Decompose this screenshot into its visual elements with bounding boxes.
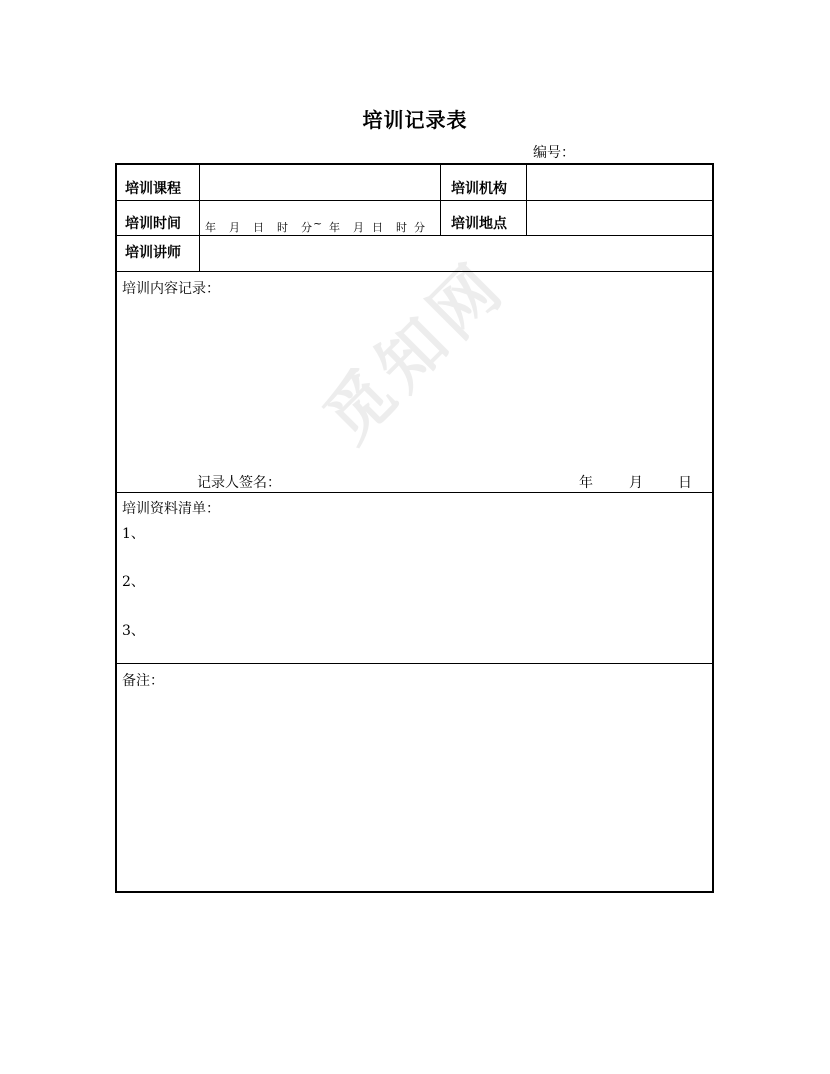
date-month-label: 月 [629,475,643,491]
row-divider [117,235,712,236]
end-minute-unit: 分 [414,221,425,234]
materials-item-2: 2、 [122,574,145,590]
column-divider [440,165,441,235]
end-year-unit: 年 [329,221,340,234]
row-divider [117,663,712,664]
start-month-unit: 月 [229,221,240,234]
content-record-area[interactable] [122,300,707,460]
time-range-field[interactable] [205,217,425,235]
time-label: 培训时间 [125,216,181,232]
row-divider [117,492,712,493]
location-field[interactable] [531,203,711,233]
lecturer-label: 培训讲师 [125,245,181,261]
row-divider [117,200,712,201]
recorder-signature-label: 记录人签名： [197,475,281,491]
range-separator: ~ [313,217,323,230]
materials-list-label: 培训资料清单： [122,501,220,517]
column-divider [199,165,200,271]
remarks-area[interactable] [122,693,707,883]
course-label: 培训课程 [125,181,181,197]
column-divider [526,165,527,235]
content-record-label: 培训内容记录： [122,281,220,297]
start-day-unit: 日 [253,221,264,234]
start-year-unit: 年 [205,221,216,234]
institution-field[interactable] [531,168,711,198]
materials-item-1: 1、 [122,526,145,542]
date-day-label: 日 [678,475,692,491]
start-hour-unit: 时 [277,221,288,234]
page-title: 培训记录表 [362,108,468,132]
date-year-label: 年 [579,475,593,491]
institution-label: 培训机构 [451,181,507,197]
lecturer-field[interactable] [205,238,705,268]
start-minute-unit: 分 [301,221,312,234]
remarks-label: 备注： [122,673,164,689]
end-hour-unit: 时 [396,221,407,234]
end-day-unit: 日 [372,221,383,234]
materials-item-3: 3、 [122,623,145,639]
row-divider [117,271,712,272]
training-record-form [115,163,714,893]
course-field[interactable] [205,168,435,198]
end-month-unit: 月 [353,221,364,234]
serial-number-label: 编号： [533,145,575,161]
watermark: 觅知网 [308,245,521,458]
location-label: 培训地点 [451,216,507,232]
